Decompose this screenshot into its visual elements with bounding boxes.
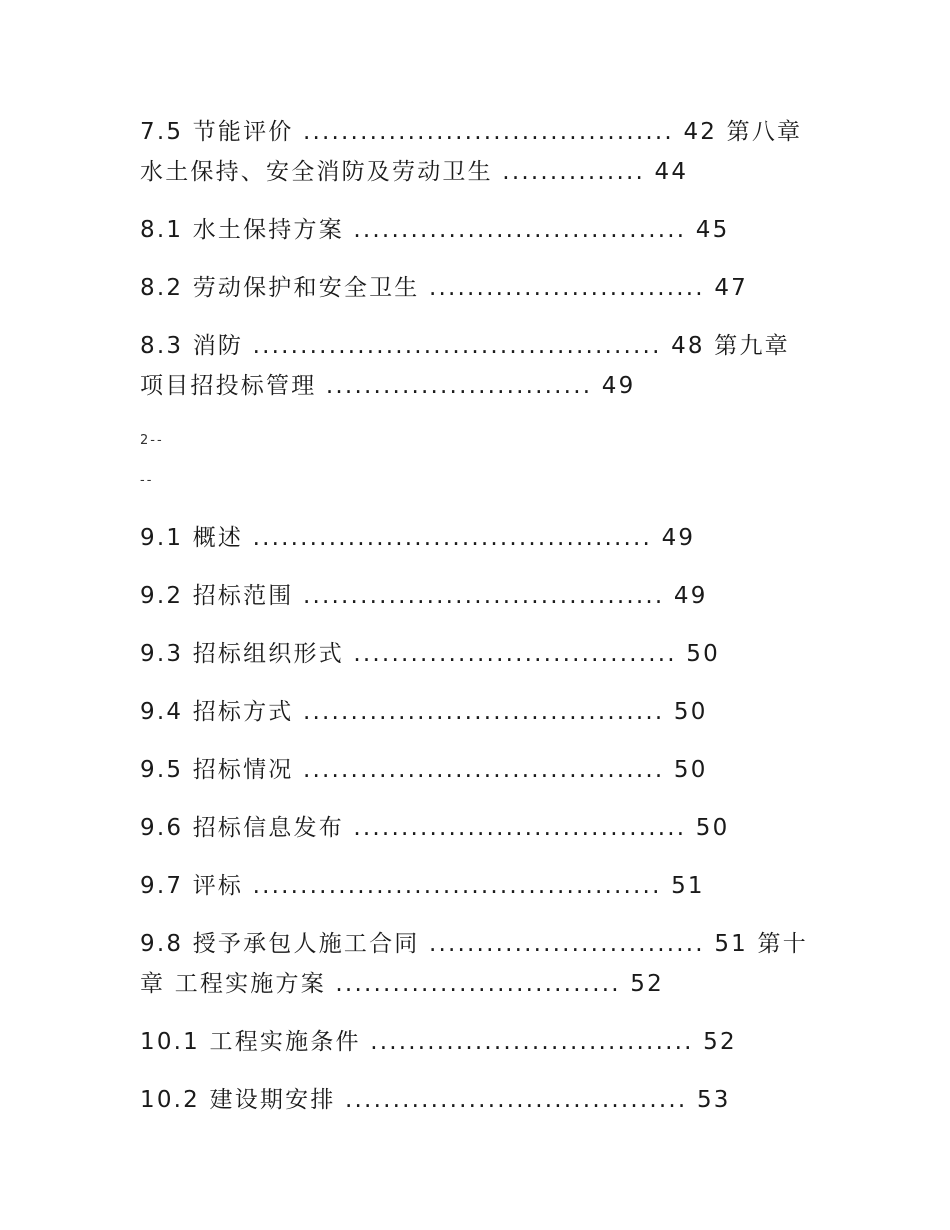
toc-entry-9-3[interactable]: 9.3 招标组织形式 .................................. 50 (140, 641, 720, 667)
toc-entry-9-1[interactable]: 9.1 概述 .......................................... 49 (140, 525, 696, 551)
toc-entry-9-6[interactable]: 9.6 招标信息发布 ................................... 50 (140, 815, 730, 841)
toc-entry-9-5[interactable]: 9.5 招标情况 ...................................... 50 (140, 757, 708, 783)
toc-entry-9-8[interactable]: 9.8 授予承包人施工合同 ............................. 51 第十章 工程实施方案 .............................. 52 (140, 931, 808, 997)
toc-entry-9-7[interactable]: 9.7 评标 ........................................... 51 (140, 873, 705, 899)
page-number-marker-continuation: -- (140, 473, 154, 488)
toc-entry-8-2[interactable]: 8.2 劳动保护和安全卫生 ............................. 47 (140, 275, 748, 301)
toc-page (140, 112, 820, 1120)
toc-entry-8-1[interactable]: 8.1 水土保持方案 ................................... 45 (140, 217, 730, 243)
toc-entry-9-4[interactable]: 9.4 招标方式 ...................................... 50 (140, 699, 708, 725)
page-number-marker: 2-- (140, 433, 164, 448)
toc-entry-10-2[interactable]: 10.2 建设期安排 .................................... 53 (140, 1087, 731, 1113)
toc-entry-8-3[interactable]: 8.3 消防 ........................................... 48 第九章 项目招投标管理 ............................ 49 (140, 333, 790, 399)
toc-entry-9-2[interactable]: 9.2 招标范围 ...................................... 49 (140, 583, 708, 609)
toc-entry-7-5[interactable]: 7.5 节能评价 ....................................... 42 第八章 水土保持、安全消防及劳动卫生 ............... 44 (140, 119, 803, 185)
toc-entry-10-1[interactable]: 10.1 工程实施条件 .................................. 52 (140, 1029, 737, 1055)
